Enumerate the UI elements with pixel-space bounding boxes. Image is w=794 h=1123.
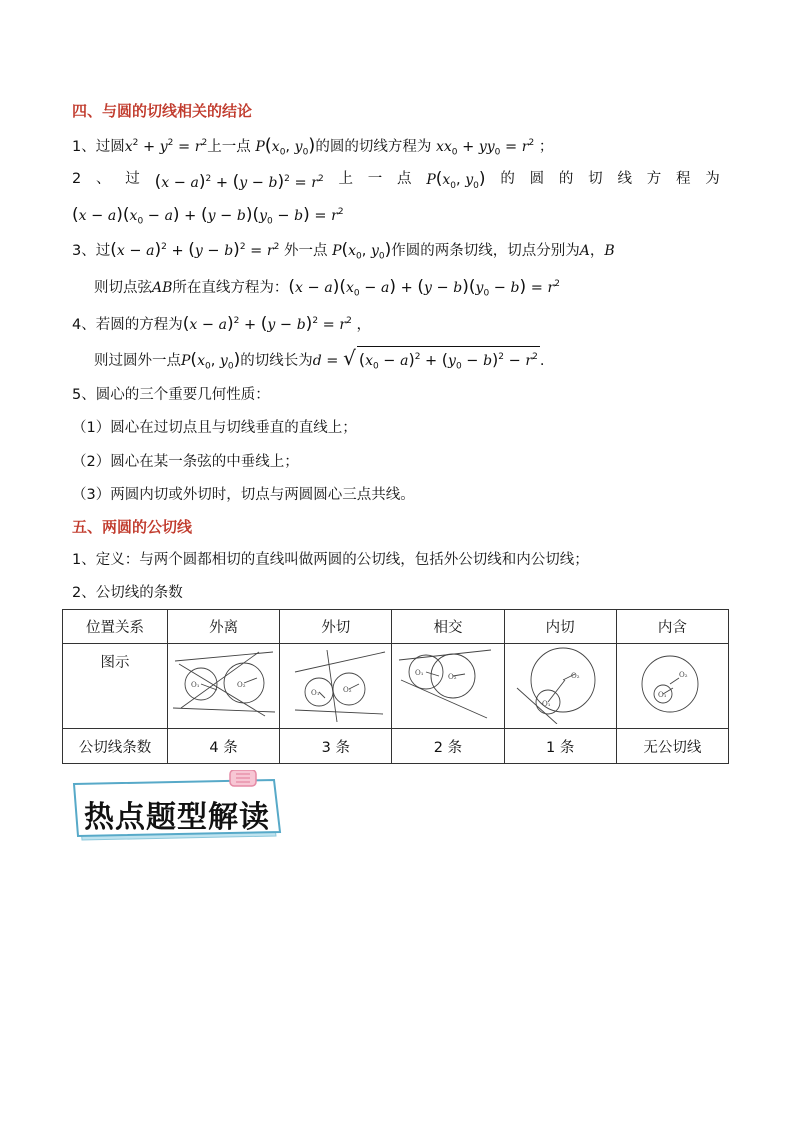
figure-separate: [168, 644, 280, 729]
header-cell: 外切: [280, 610, 392, 644]
item-1: 1、过圆$x^2 + y^2 = r^2$上一点 $P(x_0$, $y_0$)的圆的切线方程为 $xx_0 + yy_0 = r^2$ ；: [72, 134, 554, 158]
count-cell: 无公切线: [616, 729, 728, 764]
item-3: 3、过$(x - a)^2 + (y - b)^2 = r^2$ 外一点 $P(x_0$, $y_0$)作圆的两条切线，切点分别为A，B: [72, 239, 615, 262]
internally-tangent-figure: [505, 644, 615, 724]
count-cell: 3 条: [280, 729, 392, 764]
count-label-cell: 公切线条数: [63, 729, 168, 764]
separate-circles-figure: [169, 644, 279, 724]
externally-tangent-figure: [281, 644, 391, 724]
item-5: 5、圆心的三个重要几何性质：: [72, 387, 270, 403]
tangent-count-heading: 2、公切线的条数: [72, 585, 183, 601]
banner-text: 热点题型解读: [84, 800, 270, 835]
definition: 1、定义：与两个圆都相切的直线叫做两圆的公切线，包括外公切线和内公切线；: [72, 552, 589, 568]
count-cell: 1 条: [504, 729, 616, 764]
svg-text:O₁: O₁: [542, 700, 551, 708]
header-cell: 位置关系: [63, 610, 168, 644]
header-cell: 内含: [616, 610, 728, 644]
paper-clip-icon: [230, 770, 256, 786]
item-2-equation: $(x - a)(x_0 - a) + (y - b)(y_0 - b) = r^2$: [72, 204, 344, 227]
figure-external-tangent: [280, 644, 392, 729]
header-cell: 外离: [168, 610, 280, 644]
item-2: 2 、 过 $(x - a)^2 + (y - b)^2 = r^2$ 上 一 点 $P(x_0$, $y_0$) 的 圆 的 切 线 方 程 为: [72, 169, 720, 192]
svg-text:O₁: O₁: [190, 681, 200, 689]
svg-text:O₂: O₂: [571, 672, 580, 680]
item-4: 4、若圆的方程为$(x - a)^2 + (y - b)^2 = r^2$ ，: [72, 313, 371, 334]
property-2: （2）圆心在某一条弦的中垂线上；: [72, 454, 299, 470]
contained-circles-figure: [617, 644, 727, 724]
hot-topics-banner: [70, 770, 290, 846]
section-5-title: 五、两圆的公切线: [72, 518, 193, 536]
count-cell: 4 条: [168, 729, 280, 764]
header-cell: 内切: [504, 610, 616, 644]
count-cell: 2 条: [392, 729, 504, 764]
figure-label-cell: 图示: [63, 644, 168, 729]
item-3-line2: 则切点弦AB所在直线方程为：$(x - a)(x_0 - a) + (y - b)(y_0 - b) = r^2$: [94, 276, 560, 299]
tangent-table: [62, 609, 729, 764]
section-4-title: 四、与圆的切线相关的结论: [72, 102, 253, 120]
property-1: （1）圆心在过切点且与切线垂直的直线上；: [72, 420, 357, 436]
intersecting-circles-figure: [393, 644, 503, 724]
svg-text:O₂: O₂: [447, 673, 457, 681]
svg-text:O₂: O₂: [679, 671, 688, 679]
svg-text:O₂: O₂: [342, 686, 352, 694]
property-3: （3）两圆内切或外切时，切点与两圆圆心三点共线。: [72, 487, 415, 503]
svg-text:O₁: O₁: [310, 689, 320, 697]
figure-internal-tangent: [504, 644, 616, 729]
figure-intersecting: [392, 644, 504, 729]
item-4-line2: 则过圆外一点$P(x_0$, $y_0$)的切线长为d = √ $(x_0 - a)^2 + (y_0 - b)^2 - r^2$ .: [94, 346, 544, 377]
svg-text:O₁: O₁: [658, 691, 667, 699]
svg-text:O₁: O₁: [414, 669, 424, 677]
header-cell: 相交: [392, 610, 504, 644]
svg-text:O₂: O₂: [236, 681, 246, 689]
figure-contained: [616, 644, 728, 729]
